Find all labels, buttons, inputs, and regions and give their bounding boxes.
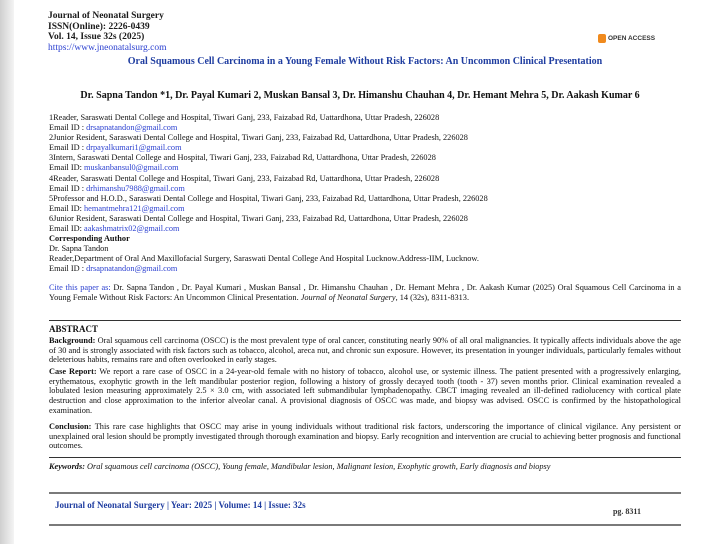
keywords: Keywords: Oral squamous cell carcinoma (OSCC), Young female, Mandibular lesion, Malignant lesion, Exophytic growth, Early diagnosis and biopsy xyxy=(49,462,551,471)
affiliation-3: 3Intern, Saraswati Dental College and Hospital, Tiwari Ganj, 233, Faizabad Rd, Uattardhona, Uttar Pradesh, 226028 xyxy=(49,153,436,163)
open-lock-icon xyxy=(598,34,606,43)
divider xyxy=(49,320,681,321)
journal-name: Journal of Neonatal Surgery xyxy=(48,11,164,21)
page-number: pg. 8311 xyxy=(612,507,641,516)
affiliation-6: 6Junior Resident, Saraswati Dental College and Hospital, Tiwari Ganj, 233, Faizabad Rd, Uattardhona, Uttar Pradesh, 226028 xyxy=(49,213,468,223)
abstract-case-report: Case Report: We report a rare case of OSCC in a 24-year-old female with no history of tobacco, alcohol use, or systemic illness. The patient presented with a progressively enlarging, erythematous, exophytic growth in the left mandibular posterior region, following a history of grossly decayed tooth (tooth - 37) seven months prior. Clinical examination revealed a lobulated lesion measuring approximately 2.5 × 3.0 cm, with associated left submandibular lymphadenopathy. CBCT imaging revealed an ill-defined radiolucency with cortical plate destruction and close approximation to the inferior alveolar canal. A provisional diagnosis of OSCC was made, and biopsy was advised. OSCC is confirmed by the histopathological examination. xyxy=(49,367,681,415)
journal-header xyxy=(48,11,166,53)
affiliations: 1Reader, Saraswati Dental College and Hospital, Tiwari Ganj, 233, Faizabad Rd, Uattardhona, Uttar Pradesh, 226028 Email ID : drsapnatandon@gmail.com 2Junior Resident, Saraswati Dental College and Hospital, Tiwari Ganj, 233, Faizabad Rd, Uattardhona, Uttar Pradesh, 226028 Email ID : drpayalkumari1@gmail.com 3Intern, Saraswati Dental College and Hospital, Tiwari Ganj, 233, Faizabad Rd, Uattardhona, Uttar Pradesh, 226028 Email ID: muskanbansul0@gmail.com 4Reader, Saraswati Dental College and Hospital, Tiwari Ganj, 233, Faizabad Rd, Uattardhona, Uttar Pradesh, 226028 Email ID : drhimanshu7988@gmail.com 5Professor and H.O.D., Saraswati Dental College and Hospital, Tiwari Ganj, 233, Faizabad Rd, Uattardhona, Uttar Pradesh, 226028 Email ID: hemantmehra121@gmail.com 6Junior Resident, Saraswati Dental College and Hospital, Tiwari Ganj, 233, Faizabad Rd, Uattardhona, Uttar Pradesh, 226028 Email ID: aakashmatrix02@gmail.com Corresponding Author Dr. Sapna Tandon Reader,Department of Oral And Maxillofacial Surgery, Saraswati Dental College And Hospital Lucknow.Address-IIM, Lucknow. Email ID : drsapnatandon@gmail.com xyxy=(49,113,679,275)
author-list: Dr. Sapna Tandon *1, Dr. Payal Kumari 2, Muskan Bansal 3, Dr. Himanshu Chauhan 4, Dr. Hemant Mehra 5, Dr. Aakash Kumar 6 xyxy=(80,90,640,101)
corresponding-name: Dr. Sapna Tandon xyxy=(49,244,109,254)
page-footer xyxy=(49,492,681,526)
email-link[interactable]: drsapnatandon@gmail.com xyxy=(86,123,178,133)
journal-url[interactable]: https://www.jneonatalsurg.com xyxy=(48,42,167,53)
email-link[interactable]: aakashmatrix02@gmail.com xyxy=(84,224,180,234)
affiliation-1: 1Reader, Saraswati Dental College and Hospital, Tiwari Ganj, 233, Faizabad Rd, Uattardhona, Uttar Pradesh, 226028 xyxy=(49,113,440,122)
paper-title: Oral Squamous Cell Carcinoma in a Young Female Without Risk Factors: An Uncommon Clinical Presentation xyxy=(127,56,603,67)
footer-journal-info: Journal of Neonatal Surgery | Year: 2025 | Volume: 14 | Issue: 32s xyxy=(55,500,306,510)
open-access-label: OPEN ACCESS xyxy=(608,35,656,42)
divider xyxy=(49,457,681,458)
citation: Cite this paper as: Dr. Sapna Tandon , Dr. Payal Kumari , Muskan Bansal , Dr. Himanshu Chauhan , Dr. Hemant Mehra , Dr. Aakash Kumar (2025) Oral Squamous Cell Carcinoma in a Young Female Without Risk Factors: An Uncommon Clinical Presentation. Journal of Neonatal Surgery, 14 (32s), 8311-8313. xyxy=(49,283,681,302)
corresponding-heading: Corresponding Author xyxy=(49,234,130,244)
abstract-background: Background: Oral squamous cell carcinoma (OSCC) is the most prevalent type of oral cancer, constituting nearly 90% of all oral malignancies. It typically affects individuals above the age of 30 and is strongly associated with risk factors such as tobacco, alcohol, areca nut, and chronic sun exposure. However, its presentation in younger individuals, particularly females without deleterious habits, remains rare and often overlooked in early stages. xyxy=(49,336,681,365)
page-fold-shadow xyxy=(0,0,14,544)
email-link[interactable]: drsapnatandon@gmail.com xyxy=(86,264,178,274)
abstract-heading: ABSTRACT xyxy=(49,324,99,334)
email-link[interactable]: hemantmehra121@gmail.com xyxy=(84,203,185,213)
journal-volume: Vol. 14, Issue 32s (2025) xyxy=(48,32,145,42)
email-link[interactable]: muskanbansul0@gmail.com xyxy=(84,163,179,173)
affiliation-4: 4Reader, Saraswati Dental College and Hospital, Tiwari Ganj, 233, Faizabad Rd, Uattardhona, Uttar Pradesh, 226028 xyxy=(49,173,440,183)
abstract-conclusion: Conclusion: This rare case highlights that OSCC may arise in young individuals without traditional risk factors, underscoring the importance of clinical vigilance. Any persistent or unexplained oral lesion should be promptly investigated through thorough examination and biopsy. Early recognition and intervention are crucial to achieving better prognosis and functional outcomes. xyxy=(49,422,681,451)
affiliation-2: 2Junior Resident, Saraswati Dental College and Hospital, Tiwari Ganj, 233, Faizabad Rd, Uattardhona, Uttar Pradesh, 226028 xyxy=(49,133,468,143)
journal-issn: ISSN(Online): 2226-0439 xyxy=(48,21,150,32)
affiliation-5: 5Professor and H.O.D., Saraswati Dental College and Hospital, Tiwari Ganj, 233, Faizabad Rd, Uattardhona, Uttar Pradesh, 226028 xyxy=(49,193,488,203)
corresponding-address: Reader,Department of Oral And Maxillofacial Surgery, Saraswati Dental College And Hospital Lucknow.Address-IIM, Lucknow. xyxy=(49,254,479,264)
email-link[interactable]: drhimanshu7988@gmail.com xyxy=(86,183,185,193)
open-access-badge xyxy=(598,34,655,43)
email-link[interactable]: drpayalkumari1@gmail.com xyxy=(86,143,182,153)
